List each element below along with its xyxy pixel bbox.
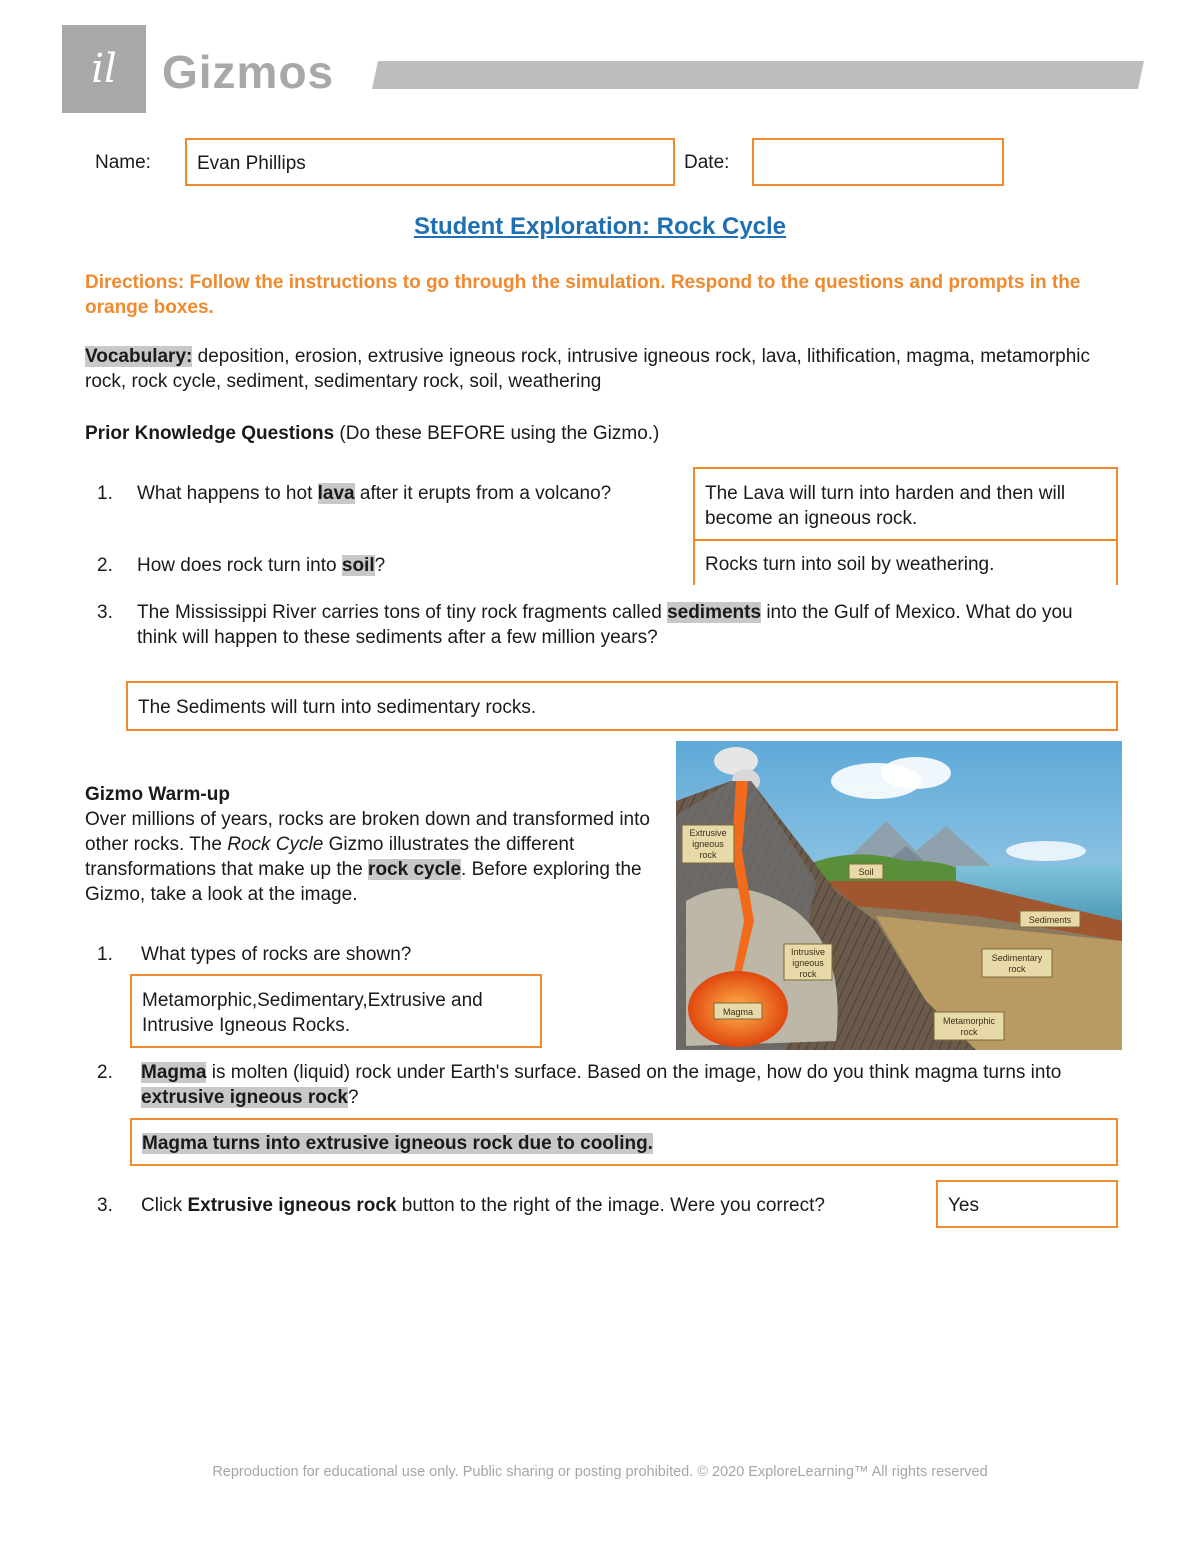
warmup-q3-number: 3. (97, 1195, 113, 1216)
warmup-q1-answer: Metamorphic,Sedimentary,Extrusive and Intrusive Igneous Rocks. (142, 990, 483, 1036)
name-value: Evan Phillips (197, 153, 306, 174)
warmup-q2-text: Magma is molten (liquid) rock under Earth's surface. Based on the image, how do you think magma turns into extrusive igneous rock? (141, 1062, 1062, 1108)
label-metamorphic (934, 1012, 1004, 1040)
label-magma (714, 1003, 762, 1019)
warmup-q2-number: 2. (97, 1062, 113, 1083)
svg-text:Sediments: Sediments (1028, 915, 1072, 925)
svg-text:rock: rock (699, 850, 717, 860)
rock-cycle-image (676, 741, 1122, 1050)
prior-q2-number: 2. (97, 555, 113, 576)
warmup-q2-answer-box[interactable] (130, 1118, 1118, 1166)
vocabulary-text: deposition, erosion, extrusive igneous rock, intrusive igneous rock, lava, lithification, magma, metamorphic rock, rock cycle, sediment, sedimentary rock, soil, weathering (85, 346, 1091, 392)
prior-q3-answer: The Sediments will turn into sedimentary rocks. (138, 697, 537, 718)
label-sediments (1020, 911, 1080, 927)
prior-q1-answer: The Lava will turn into harden and then will become an igneous rock. (705, 483, 1066, 529)
directions: Directions: Follow the instructions to go through the simulation. Respond to the questions and prompts in the orange boxes. (85, 272, 1081, 318)
name-label: Name: (95, 152, 151, 173)
label-sedimentary (982, 949, 1052, 977)
warmup-q3-text: Click Extrusive igneous rock button to the right of the image. Were you correct? (141, 1195, 825, 1216)
svg-text:Magma: Magma (722, 1007, 754, 1017)
svg-text:rock: rock (799, 969, 817, 979)
prior-q1-text: What happens to hot lava after it erupts from a volcano? (137, 483, 612, 504)
warmup-q1-number: 1. (97, 944, 113, 965)
vocabulary (85, 344, 1115, 394)
warmup-q3-answer: Yes (948, 1195, 979, 1216)
svg-text:rock: rock (1008, 964, 1026, 974)
vocabulary-label: Vocabulary: (85, 346, 193, 367)
prior-knowledge-heading: Prior Knowledge Questions (Do these BEFORE using the Gizmo.) (85, 423, 660, 444)
prior-q2-answer: Rocks turn into soil by weathering. (705, 554, 995, 575)
warmup-section (85, 782, 675, 907)
prior-q3-text: The Mississippi River carries tons of tiny rock fragments called sediments into the Gulf of Mexico. What do you think will happen to these sediments after a few million years? (137, 602, 1073, 648)
label-soil (849, 864, 883, 879)
label-intrusive (784, 944, 832, 980)
prior-q3-number: 3. (97, 602, 113, 623)
svg-text:Sedimentary: Sedimentary (991, 953, 1043, 963)
date-label: Date: (684, 152, 730, 173)
gizmos-brand: Gizmos (162, 46, 335, 98)
warmup-q2-answer: Magma turns into extrusive igneous rock due to cooling. (142, 1133, 653, 1154)
prior-q3-answer-box[interactable] (126, 681, 1118, 731)
svg-text:Metamorphic: Metamorphic (942, 1016, 996, 1026)
label-extrusive (682, 825, 734, 863)
name-field[interactable] (185, 138, 675, 186)
warmup-q3-answer-box[interactable] (936, 1180, 1118, 1228)
date-field[interactable] (752, 138, 1004, 186)
warmup-intro: Over millions of years, rocks are broken down and transformed into other rocks. The Rock Cycle Gizmo illustrates the different transformations that make up the rock cycle. Before exploring the Gizmo, take a look at the image. (85, 809, 650, 905)
svg-text:igneous: igneous (692, 839, 724, 849)
svg-text:Soil: Soil (858, 867, 874, 877)
prior-q2-text: How does rock turn into soil? (137, 555, 386, 576)
prior-q1-number: 1. (97, 483, 113, 504)
svg-text:Extrusive: Extrusive (689, 828, 727, 838)
explorelearning-logo: il (62, 25, 146, 113)
page-title: Student Exploration: Rock Cycle (413, 213, 787, 240)
warmup-heading: Gizmo Warm-up (85, 784, 230, 805)
svg-text:igneous: igneous (792, 958, 824, 968)
warmup-q1-answer-box[interactable] (130, 974, 542, 1048)
svg-text:Intrusive: Intrusive (790, 947, 826, 957)
svg-text:rock: rock (960, 1027, 978, 1037)
prior-q2-answer-box[interactable] (693, 541, 1118, 585)
warmup-q1-text: What types of rocks are shown? (141, 944, 412, 965)
footer-copyright: Reproduction for educational use only. Public sharing or posting prohibited. © 2020 ExploreLearning™ All rights reserved (212, 1464, 988, 1480)
prior-q1-answer-box[interactable] (693, 467, 1118, 541)
header-bar (372, 61, 1144, 89)
